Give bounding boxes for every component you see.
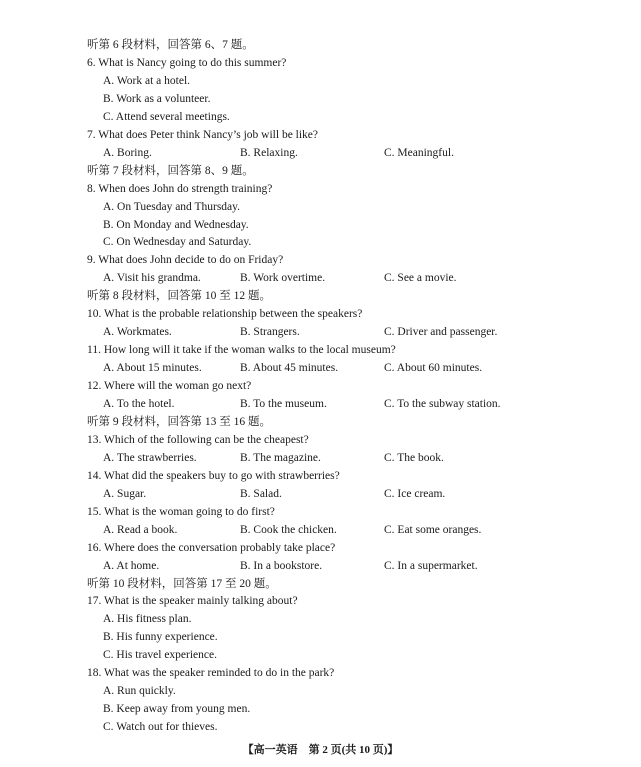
option-a: A. At home. (103, 559, 160, 572)
option-a: A. Visit his grandma. (103, 272, 201, 285)
option-b: B. Work overtime. (240, 272, 326, 285)
question-text: 10. What is the probable relationship between the speakers? (87, 308, 363, 321)
option-b: B. Keep away from young men. (103, 703, 251, 716)
option-b: B. About 45 minutes. (240, 362, 339, 375)
option-c: C. See a movie. (384, 272, 457, 285)
option-c: C. On Wednesday and Saturday. (103, 236, 252, 249)
option-c: C. Watch out for thieves. (103, 721, 218, 734)
option-c: C. Ice cream. (384, 487, 446, 500)
option-c: C. Driver and passenger. (384, 326, 498, 339)
question-text: 8. When does John do strength training? (87, 182, 273, 195)
question-text: 17. What is the speaker mainly talking about? (87, 595, 298, 608)
option-c: C. In a supermarket. (384, 559, 478, 572)
option-a: A. Workmates. (103, 326, 172, 339)
option-a: A. On Tuesday and Thursday. (103, 200, 241, 213)
section-heading: 听第 10 段材料，回答第 17 至 20 题。 (87, 577, 277, 590)
option-c: C. Eat some oranges. (384, 523, 482, 536)
option-b: B. His funny experience. (103, 631, 218, 644)
section-heading: 听第 8 段材料，回答第 10 至 12 题。 (87, 290, 271, 303)
section-heading: 听第 9 段材料，回答第 13 至 16 题。 (87, 415, 271, 428)
option-b: B. Relaxing. (240, 146, 298, 159)
question-text: 11. How long will it take if the woman walks to the local museum? (87, 344, 396, 357)
option-a: A. Work at a hotel. (103, 74, 191, 87)
section-heading: 听第 7 段材料，回答第 8、9 题。 (87, 164, 254, 177)
option-a: A. The strawberries. (103, 451, 197, 464)
option-a: A. His fitness plan. (103, 613, 192, 626)
option-c: C. His travel experience. (103, 649, 217, 662)
option-a: A. Run quickly. (103, 685, 176, 698)
option-c: C. Meaningful. (384, 146, 454, 159)
question-text: 15. What is the woman going to do first? (87, 505, 275, 518)
option-c: C. Attend several meetings. (103, 110, 230, 123)
page-footer: 【高一英语 第 2 页(共 10 页)】 (242, 744, 399, 756)
option-b: B. Work as a volunteer. (103, 92, 211, 105)
section-heading: 听第 6 段材料，回答第 6、7 题。 (87, 39, 254, 51)
option-a: A. To the hotel. (103, 398, 175, 410)
question-text: 7. What does Peter think Nancy’s job will be like? (87, 128, 319, 141)
option-b: B. To the museum. (240, 398, 327, 410)
question-text: 12. Where will the woman go next? (87, 380, 252, 393)
option-b: B. The magazine. (240, 451, 321, 464)
option-c: C. To the subway station. (384, 398, 501, 410)
option-a: A. About 15 minutes. (103, 362, 202, 375)
option-b: B. In a bookstore. (240, 559, 323, 572)
option-b: B. Salad. (240, 487, 282, 500)
option-c: C. The book. (384, 451, 444, 464)
question-text: 14. What did the speakers buy to go with strawberries? (87, 469, 340, 482)
question-text: 18. What was the speaker reminded to do in the park? (87, 667, 335, 680)
question-text: 9. What does John decide to do on Friday? (87, 254, 284, 267)
option-c: C. About 60 minutes. (384, 362, 483, 375)
option-a: A. Sugar. (103, 487, 147, 500)
question-text: 13. Which of the following can be the cheapest? (87, 433, 309, 446)
question-text: 6. What is Nancy going to do this summer? (87, 56, 287, 69)
option-b: B. Cook the chicken. (240, 523, 337, 536)
option-a: A. Boring. (103, 146, 152, 159)
question-text: 16. Where does the conversation probably take place? (87, 541, 336, 554)
option-a: A. Read a book. (103, 523, 178, 536)
option-b: B. On Monday and Wednesday. (103, 218, 249, 231)
option-b: B. Strangers. (240, 326, 300, 339)
